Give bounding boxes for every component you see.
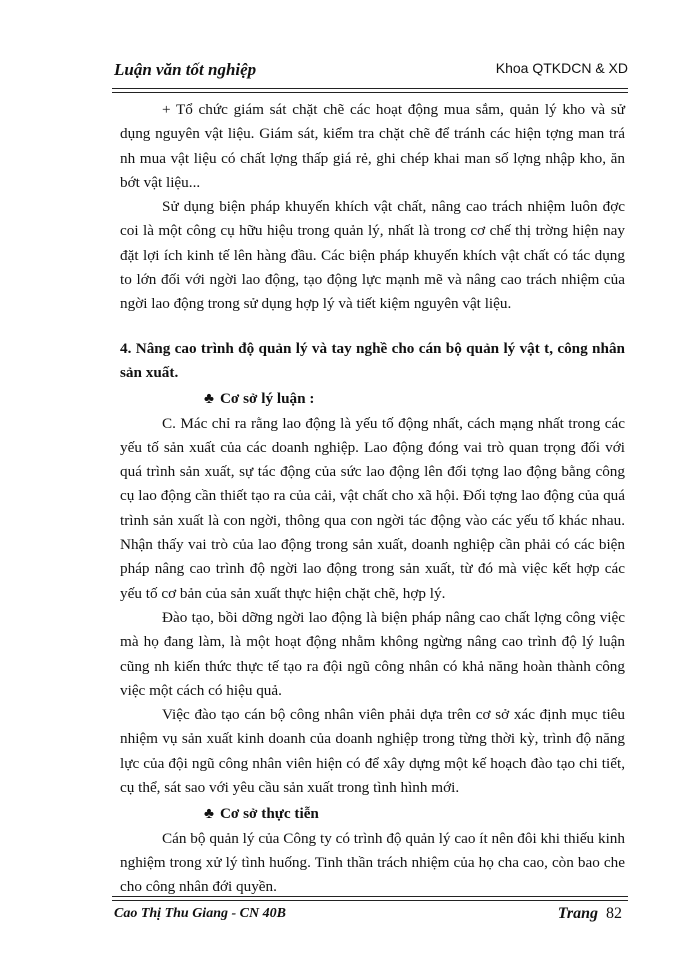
page-footer [112, 896, 628, 926]
paragraph-supervision: + Tổ chức giám sát chặt chẽ các hoạt động mua sắm, quản lý kho và sử dụng nguyên vật liệu. Giám sát, kiểm tra chặt chẽ để tránh các hiện tợng man trá nh mua vật liệu có chất lợng thấp giá rẻ, ghi chép khai man số lợng nhập kho, ăn bớt vật liệu... [120, 101, 625, 191]
header-rule-thin [112, 92, 628, 93]
page-body [120, 98, 625, 900]
subheading-practice [120, 802, 625, 826]
paragraph-training: Đào tạo, bồi dỡng ngời lao động là biện pháp nâng cao chất lợng công việc mà họ đang làm, là một hoạt động nhằm không ngừng nâng cao trình độ lý luận cũng nh kiến thức thực tế tạo ra đội ngũ công nhân có khả năng hoàn thành công việc một cách có hiệu quả. [120, 608, 625, 699]
page-number-block [558, 905, 622, 923]
paragraph-managers: Cán bộ quản lý của Công ty có trình độ quản lý cao ít nên đôi khi thiếu kinh nghiệm trong xử lý tình huống. Tinh thần trách nhiệm của họ cha cao, còn bao che cho công nhân đới quyền. [120, 829, 625, 896]
author-name: Cao Thị Thu Giang - CN 40B [114, 906, 286, 921]
faculty-name: Khoa QTKDCN & XD [495, 60, 628, 76]
footer-rule [112, 896, 628, 897]
section-heading-4: 4. Nâng cao trình độ quản lý và tay nghề cho cán bộ quản lý vật t, công nhân sản xuất. [120, 339, 625, 381]
page-number: 82 [606, 905, 622, 922]
subheading-practice-text: Cơ sở thực tiễn [219, 805, 319, 823]
thesis-title: Luận văn tốt nghiệp [114, 60, 257, 79]
footer-rule-thin [112, 900, 628, 901]
page-header [112, 60, 628, 88]
subheading-theory [120, 387, 625, 411]
paragraph-training-plan: Việc đào tạo cán bộ công nhân viên phải dựa trên cơ sở xác định mục tiêu nhiệm vụ sản xuất kinh doanh của doanh nghiệp trong từng thời kỳ, trình độ năng lực của đội ngũ công nhân viên hiện có để xây dựng một kế hoạch đào tạo chi tiết, cụ thể, sát sao với yêu cầu sản xuất trong tình hình mới. [120, 706, 625, 797]
paragraph-incentives: Sử dụng biện pháp khuyến khích vật chất, nâng cao trách nhiệm luôn đợc coi là một công cụ hữu hiệu trong quản lý, nhất là trong cơ chế thị trờng hiện nay đặt lợi ích kinh tế lên hàng đầu. Các biện pháp khuyến khích vật chất có tác dụng to lớn đối với ngời lao động, tạo động lực mạnh mẽ và nâng cao trách nhiệm của ngời lao động trong sử dụng hợp lý và tiết kiệm nguyên vật liệu. [120, 198, 625, 313]
club-bullet-icon: ♣ [204, 390, 214, 408]
club-bullet-icon: ♣ [204, 805, 214, 823]
page-label: Trang [557, 905, 598, 922]
header-rule [112, 88, 628, 89]
subheading-theory-text: Cơ sở lý luận : [219, 390, 315, 408]
paragraph-marx: C. Mác chỉ ra rằng lao động là yếu tố động nhất, cách mạng nhất trong các yếu tố sản xuất của các doanh nghiệp. Lao động đóng vai trò quan trọng đối với quá trình sản xuất, sự tác động của sức lao động lên đối tợng lao động bằng công cụ lao động cần thiết tạo ra của cải, vật chất cho xã hội. Đối tợng lao động của quá trình sản xuất là con ngời, thông qua con ngời tác động vào các yếu tố khác nhau. Nhận thấy vai trò của lao động trong sản xuất, doanh nghiệp cần phải có các biện pháp nâng cao trình độ ngời lao động trong sản xuất, từ đó mà việc kết hợp các yếu tố cơ bản của sản xuất thực hiện chặt chẽ, hợp lý. [120, 414, 625, 602]
